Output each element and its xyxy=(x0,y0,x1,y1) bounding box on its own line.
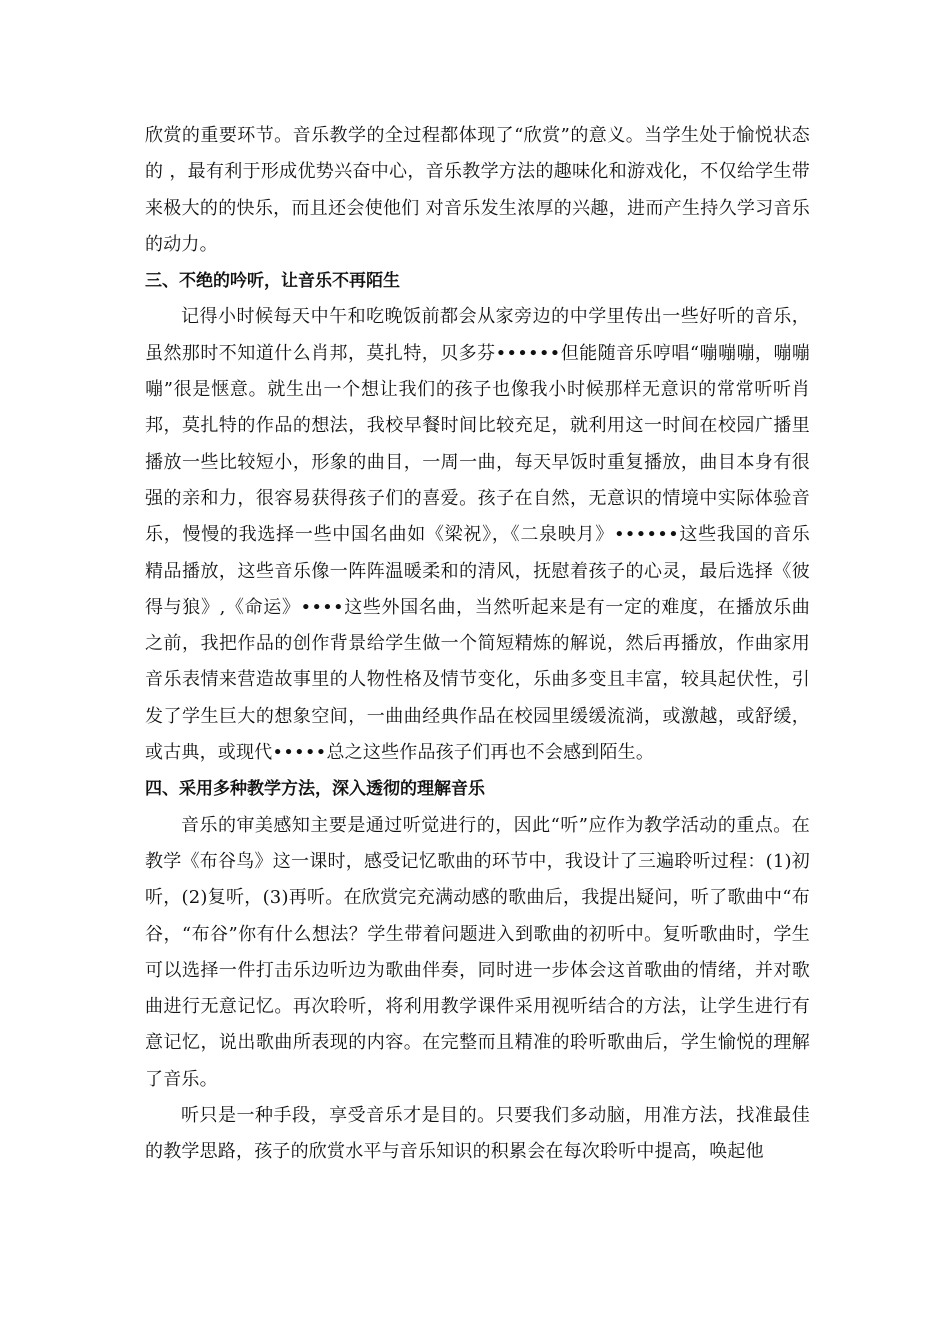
closing-paragraph: 听只是一种手段，享受音乐才是目的。只要我们多动脑，用准方法，找准最佳的教学思路，孩子的欣赏水平与音乐知识的积累会在每次聆听中提高，唤起他 xyxy=(145,1105,810,1163)
section-heading-3: 三、不绝的吟听，让音乐不再陌生 xyxy=(145,271,400,292)
intro-paragraph: 欣赏的重要环节。音乐教学的全过程都体现了“欣赏”的意义。当学生处于愉悦状态的 ，最有利于形成优势兴奋中心，音乐教学方法的趣味化和游戏化，不仅给学生带来极大的的快乐，而且还会使他们 对音乐发生浓厚的兴趣，进而产生持久学习音乐的动力。 xyxy=(145,125,810,255)
section-heading-4: 四、采用多种教学方法，深入透彻的理解音乐 xyxy=(145,779,485,800)
section-4-paragraph: 音乐的审美感知主要是通过听觉进行的，因此“听”应作为教学活动的重点。在教学《布谷鸟》这一课时，感受记忆歌曲的环节中，我设计了三遍聆听过程：(1)初听，(2)复听，(3)再听。在欣赏完充满动感的歌曲后，我提出疑问，听了歌曲中“布谷，“布谷”你有什么想法？学生带着问题进入到歌曲的初听中。复听歌曲时，学生可以选择一件打击乐边听边为歌曲伴奏，同时进一步体会这首歌曲的情绪，并对歌曲进行无意记忆。再次聆听，将利用教学课件采用视听结合的方法，让学生进行有意记忆，说出歌曲所表现的内容。在完整而且精准的聆听歌曲后，学生愉悦的理解了音乐。 xyxy=(145,814,810,1090)
section-3-paragraph: 记得小时候每天中午和吃晚饭前都会从家旁边的中学里传出一些好听的音乐，虽然那时不知道什么肖邦，莫扎特，贝多芬••••••但能随音乐哼唱“嘣嘣嘣，嘣嘣嘣”很是惬意。就生出一个想让我们的孩子也像我小时候那样无意识的常常听听肖邦，莫扎特的作品的想法，我校早餐时间比较充足，就利用这一时间在校园广播里播放一些比较短小，形象的曲目，一周一曲，每天早饭时重复播放，曲目本身有很强的亲和力，很容易获得孩子们的喜爱。孩子在自然，无意识的情境中实际体验音乐，慢慢的我选择一些中国名曲如《梁祝》，《二泉映月》••••••这些我国的音乐精品播放，这些音乐像一阵阵温暖柔和的清风，抚慰着孩子的心灵，最后选择《彼得与狼》,《命运》••••这些外国名曲，当然听起来是有一定的难度，在播放乐曲之前，我把作品的创作背景给学生做一个简短精炼的解说，然后再播放，作曲家用音乐表情来营造故事里的人物性格及情节变化，乐曲多变且丰富，较具起伏性，引发了学生巨大的想象空间，一曲曲经典作品在校园里缓缓流淌，或激越，或舒缓，或古典，或现代•••••总之这些作品孩子们再也不会感到陌生。 xyxy=(145,306,810,764)
document-body xyxy=(145,118,810,1171)
